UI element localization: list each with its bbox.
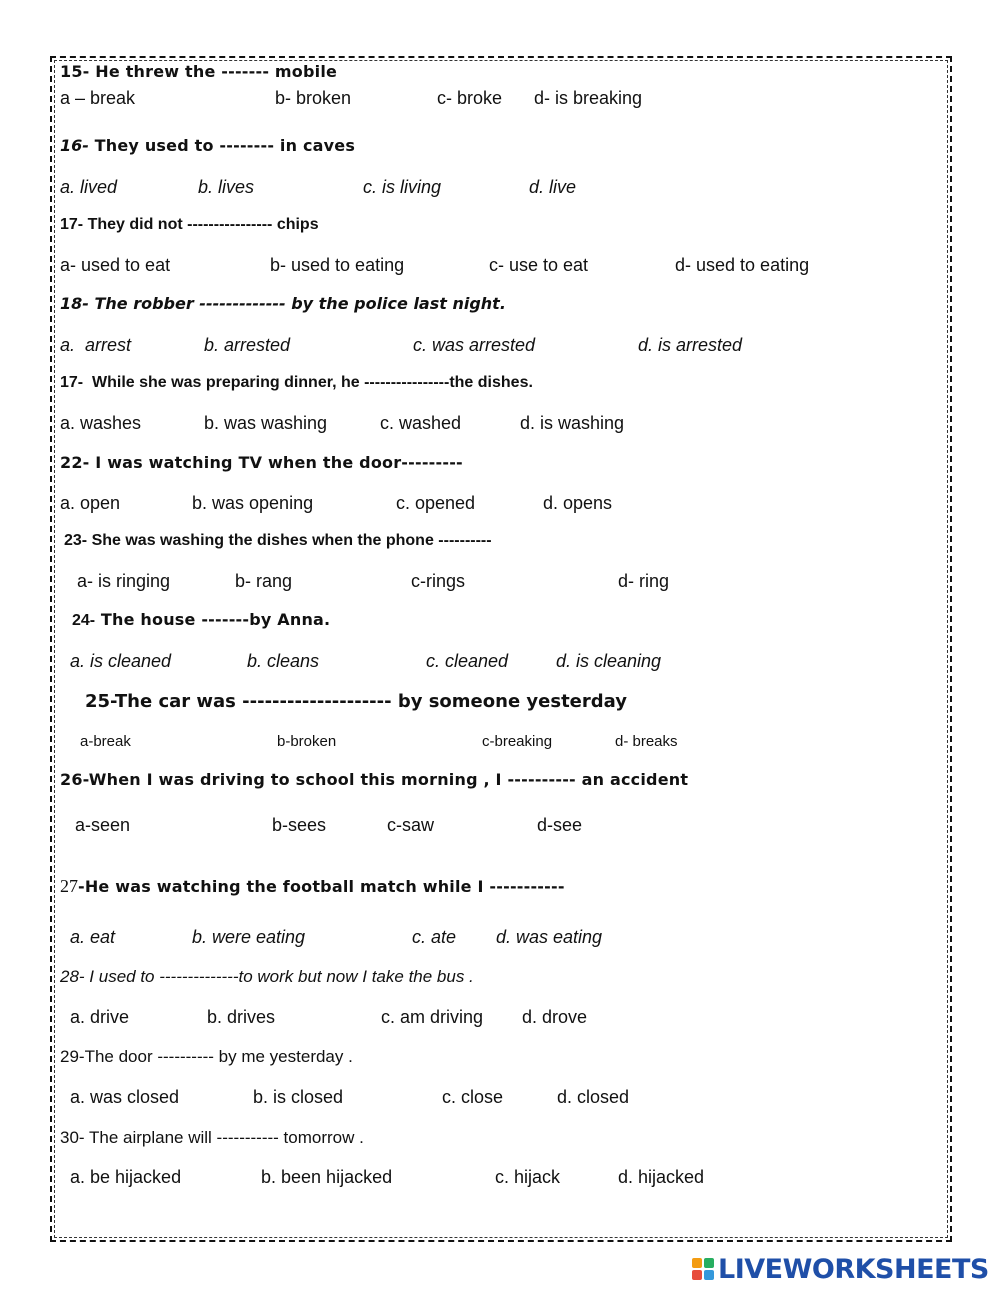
- option-26-d[interactable]: d-see: [537, 815, 583, 835]
- question-23: 23- She was washing the dishes when the phone ----------: [64, 532, 492, 549]
- option-22-d[interactable]: d. opens: [543, 493, 613, 513]
- question-16-number: 16-: [60, 136, 89, 155]
- option-22-a[interactable]: a. open: [60, 493, 121, 513]
- option-16-c[interactable]: c. is living: [363, 177, 442, 197]
- option-25-d[interactable]: d- breaks: [615, 733, 678, 750]
- option-27-d[interactable]: d. was eating: [496, 927, 603, 947]
- option-16-b[interactable]: b. lives: [198, 177, 255, 197]
- logo-square-icon: [704, 1270, 714, 1280]
- option-22-b[interactable]: b. was opening: [192, 493, 314, 513]
- option-23-c[interactable]: c-rings: [411, 571, 466, 591]
- option-17-b[interactable]: b- used to eating: [270, 255, 405, 275]
- option-25-b[interactable]: b-broken: [277, 733, 337, 750]
- option-29-b[interactable]: b. is closed: [253, 1087, 344, 1107]
- option-17-c[interactable]: c- use to eat: [489, 255, 589, 275]
- logo-square-icon: [692, 1270, 702, 1280]
- option-15-b[interactable]: b- broken: [275, 88, 352, 108]
- option-27-a[interactable]: a. eat: [70, 927, 116, 947]
- option-29-a[interactable]: a. was closed: [70, 1087, 180, 1107]
- question-15: 15- He threw the ------- mobile: [60, 62, 338, 81]
- liveworksheets-logo[interactable]: [692, 1255, 989, 1283]
- option-25-c[interactable]: c-breaking: [482, 733, 553, 750]
- question-22: 22- I was watching TV when the door---------: [60, 453, 463, 472]
- question-24: [72, 612, 330, 629]
- option-23-d[interactable]: d- ring: [618, 571, 670, 591]
- question-27: [60, 877, 565, 896]
- question-26: 26-When I was driving to school this morning , I ---------- an accident: [60, 770, 689, 789]
- question-16: [60, 138, 355, 155]
- question-16-text: They used to -------- in caves: [88, 136, 356, 155]
- option-27-b[interactable]: b. were eating: [192, 927, 306, 947]
- logo-square-icon: [692, 1258, 702, 1268]
- question-27-text: -He was watching the football match while I -----------: [78, 877, 565, 896]
- option-28-a[interactable]: a. drive: [70, 1007, 130, 1027]
- option-17b-d[interactable]: d. is washing: [520, 413, 625, 433]
- logo-mark-icon: [692, 1258, 714, 1280]
- option-26-c[interactable]: c-saw: [387, 815, 435, 835]
- option-24-a[interactable]: a. is cleaned: [70, 651, 172, 671]
- question-17: 17- They did not ---------------- chips: [60, 216, 319, 233]
- option-23-a[interactable]: a- is ringing: [77, 571, 171, 591]
- option-16-a[interactable]: a. lived: [60, 177, 118, 197]
- option-30-a[interactable]: a. be hijacked: [70, 1167, 182, 1187]
- option-17b-c[interactable]: c. washed: [380, 413, 462, 433]
- option-15-d[interactable]: d- is breaking: [534, 88, 643, 108]
- question-28: 28- I used to --------------to work but now I take the bus .: [60, 967, 474, 986]
- option-17b-b[interactable]: b. was washing: [204, 413, 328, 433]
- question-29: 29-The door ---------- by me yesterday .: [60, 1047, 353, 1066]
- question-27-number: 27: [60, 876, 78, 896]
- logo-square-icon: [704, 1258, 714, 1268]
- option-30-c[interactable]: c. hijack: [495, 1167, 561, 1187]
- option-26-a[interactable]: a-seen: [75, 815, 131, 835]
- option-15-c[interactable]: c- broke: [437, 88, 503, 108]
- option-24-b[interactable]: b. cleans: [247, 651, 320, 671]
- logo-text: LIVEWORKSHEETS: [718, 1253, 989, 1285]
- option-29-c[interactable]: c. close: [442, 1087, 504, 1107]
- option-28-b[interactable]: b. drives: [207, 1007, 276, 1027]
- option-28-d[interactable]: d. drove: [522, 1007, 588, 1027]
- question-24-text: The house -------by Anna.: [95, 610, 331, 629]
- option-30-b[interactable]: b. been hijacked: [261, 1167, 393, 1187]
- option-24-d[interactable]: d. is cleaning: [556, 651, 662, 671]
- option-18-c[interactable]: c. was arrested: [413, 335, 536, 355]
- option-17b-a[interactable]: a. washes: [60, 413, 142, 433]
- question-17b: 17- While she was preparing dinner, he ----------------the dishes.: [60, 374, 533, 391]
- option-18-d[interactable]: d. is arrested: [638, 335, 743, 355]
- question-30: 30- The airplane will ----------- tomorrow .: [60, 1128, 364, 1147]
- option-26-b[interactable]: b-sees: [272, 815, 327, 835]
- option-15-a[interactable]: a – break: [60, 88, 136, 108]
- question-24-number: 24-: [72, 612, 96, 629]
- option-25-a[interactable]: a-break: [80, 733, 131, 750]
- question-25: 25-The car was -------------------- by someone yesterday: [85, 691, 627, 712]
- option-29-d[interactable]: d. closed: [557, 1087, 630, 1107]
- option-24-c[interactable]: c. cleaned: [426, 651, 509, 671]
- option-18-a[interactable]: a. arrest: [60, 335, 132, 355]
- option-27-c[interactable]: c. ate: [412, 927, 457, 947]
- option-28-c[interactable]: c. am driving: [381, 1007, 484, 1027]
- option-23-b[interactable]: b- rang: [235, 571, 293, 591]
- option-16-d[interactable]: d. live: [529, 177, 577, 197]
- option-17-a[interactable]: a- used to eat: [60, 255, 171, 275]
- option-18-b[interactable]: b. arrested: [204, 335, 291, 355]
- question-18: 18- The robber ------------- by the police last night.: [60, 294, 506, 313]
- option-17-d[interactable]: d- used to eating: [675, 255, 810, 275]
- option-22-c[interactable]: c. opened: [396, 493, 476, 513]
- option-30-d[interactable]: d. hijacked: [618, 1167, 705, 1187]
